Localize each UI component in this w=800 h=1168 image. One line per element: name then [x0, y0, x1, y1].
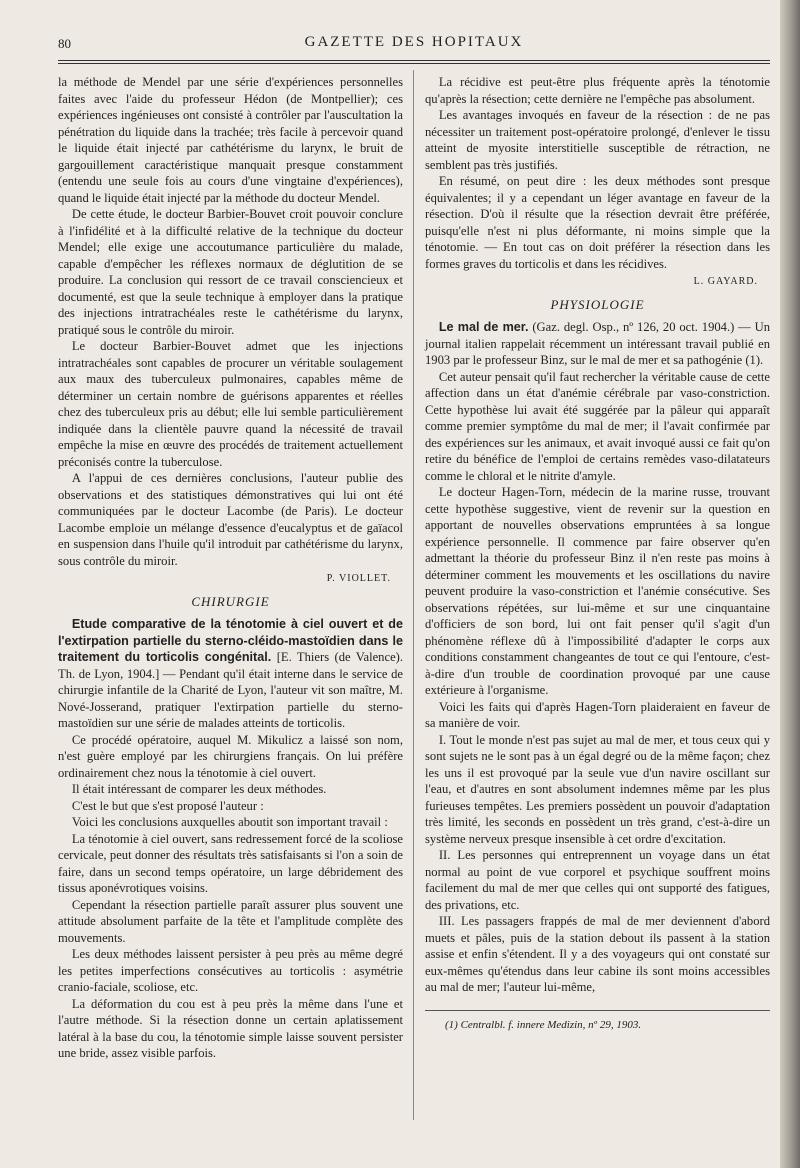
footnote: (1) Centralbl. f. innere Medizin, nº 29, 1903. — [445, 1018, 642, 1031]
footnote-rule — [425, 1010, 770, 1011]
paragraph: Voici les conclusions auxquelles aboutit son important travail : — [71, 815, 388, 829]
paragraph: Le docteur Barbier-Bouvet admet que les injections intratrachéales sont capables de procurer un véritable soulagement aux maux des tuberculeux pulmonaires, capables même de déterminer un certain nombre de guérisons apparentes et réelles chez des tuberculeux pris au début; elle lui semble particulièrement indiquée dans la clientèle pauvre quand la nécessité de travail empêche la mise en œuvre des procédés de traitement actuellement préconisés contre la tuberculose. — [58, 339, 403, 469]
paragraph: Cependant la résection partielle paraît assurer plus souvent une attitude absolument parfaite de la tête et l'amplitude complète des mouvements. — [58, 897, 403, 945]
column-divider — [413, 70, 414, 1120]
section-heading-physiologie: PHYSIOLOGIE — [550, 296, 645, 312]
section-heading-chirurgie: CHIRURGIE — [191, 593, 270, 609]
left-column — [58, 74, 403, 1062]
paragraph: Voici les faits qui d'après Hagen-Torn plaideraient en faveur de sa manière de voir. — [425, 699, 770, 730]
paragraph: I. Tout le monde n'est pas sujet au mal de mer, et tous ceux qui y sont sujets ne le sont pas à un égal degré ou de la même façon; chez les uns il est provoqué par la seule vue d'un navire oscillant sur l'eau, et d'autres en sont absolument indemnes même par les plus furieuses tempêtes. Les premiers possèdent un pouvoir d'adaptation très limité, les seconds en possèdent un très grand, c'est-à-dire un système nerveux presque insensible à cet ordre d'excitation. — [425, 732, 770, 846]
author-signature: L. GAYARD. — [693, 276, 758, 287]
running-title: GAZETTE DES HOPITAUX — [304, 34, 524, 50]
paragraph: III. Les passagers frappés de mal de mer deviennent d'abord muets et pâles, puis de la station debout ils passent à la station assise et enfin s'étendent. Il y a des voyageurs qui ont constaté sur eux-mêmes qu'étendus dans leur cabine ils sont moins accessibles au mal de mer; l'auteur lui-même, — [425, 914, 770, 994]
author-signature: P. VIOLLET. — [326, 573, 391, 584]
page-number: 80 — [58, 36, 71, 51]
paragraph: Les deux méthodes laissent persister à peu près au même degré les petites imperfections consécutives au torticolis : asymétrie cranio-faciale, scoliose, etc. — [58, 947, 403, 994]
paragraph: A l'appui de ces dernières conclusions, l'auteur publie des observations et des statistiques démonstratives qui lui ont été communiquées par le docteur Lacombe (de Paris). Le docteur Lacombe emploie un mélange d'essence d'eucalyptus et de gaïacol en suspension dans l'huile qu'il introduit par cathétérisme du larynx, sous contrôle du miroir. — [58, 471, 403, 568]
page-header — [58, 30, 770, 54]
article-paragraph — [58, 616, 403, 732]
article-reference: [E. Thiers (de Valence). Th. de Lyon, 1904.] — Pendant qu'il était interne dans le service de chirurgie infantile de la Charité de Lyon, l'auteur vit son maître, M. Nové-Josserand, pratiquer l'extirpation partielle du sterno-mastoïdien sur une série de malades atteints de torticolis. — [58, 650, 404, 730]
article-title: Le mal de mer. — [438, 320, 529, 334]
header-rule-double — [58, 63, 770, 64]
paragraph: La ténotomie à ciel ouvert, sans redressement forcé de la scoliose cervicale, peut donner des résultats très satisfaisants si l'on a soin de faire, dans un second temps opératoire, un large débridement des tissus aponévrotiques voisins. — [58, 831, 403, 895]
paragraph: La récidive est peut-être plus fréquente après la ténotomie qu'après la résection; cette dernière ne l'empêche pas absolument. — [425, 75, 770, 106]
paragraph: Ce procédé opératoire, auquel M. Mikulicz a laissé son nom, n'est guère employé par les chirurgiens français. On lui préfère ordinairement chez nous la ténotomie à ciel ouvert. — [58, 732, 403, 780]
paragraph: Le docteur Hagen-Torn, médecin de la marine russe, trouvant cette hypothèse suggestive, vient de revenir sur la question en apportant de nouvelles observations empruntées à sa longue expérience personnelle. Il commence par faire observer qu'en admettant la théorie du professeur Binz il n'en reste pas moins à déterminer comment les mouvements et les oscillations du navire peuvent produire la vaso-constriction et l'anémie consécutive. Ses observations répétées, sur lui-même et sur une cinquantaine d'officiers de son bord, lui ont fait penser qu'il s'agit d'un phénomène réflexe dû à l'impossibilité d'adapter le corps aux conditions constamment changeantes de tout ce qui l'entoure, c'est-à-dire d'un trouble de coordination provoqué par une cause extérieure à l'organisme. — [425, 485, 770, 697]
page-binding-edge — [780, 0, 800, 1168]
paragraph: La déformation du cou est à peu près la même dans l'une et l'autre méthode. Si la résection donne un certain aplatissement latéral à la base du cou, la ténotomie simple laisse souvent persister une bride, assez visible parfois. — [58, 996, 403, 1060]
paragraph: II. Les personnes qui entreprennent un voyage dans un état normal au point de vue corporel et psychique souffrent moins facilement du mal de mer que celles qui ont supporté des fatigues, des privations, etc. — [425, 848, 770, 912]
paragraph: De cette étude, le docteur Barbier-Bouvet croit pouvoir conclure à l'infidélité et à la difficulté relative de la technique du docteur Mendel; elle exige une accoutumance particulière du malade, capable d'empêcher les réflexes normaux de déglutition de se produire. La conclusion qui ressort de ce travail consciencieux et documenté, est que la seule technique à employer dans la pratique des injections intratrachéales reste le cathétérisme du larynx, pratiqué sous le contrôle du miroir. — [58, 207, 403, 337]
paragraph: la méthode de Mendel par une série d'expériences personnelles faites avec l'aide du professeur Hédon (de Montpellier); ces expériences ingénieuses ont consisté à contrôler par l'auscultation la pénétration du liquide dans la trachée; très facile à percevoir quand le liquide était injecté par cathétérisme du larynx, le bruit de gargouillement caractéristique manquait presque constamment (entendu une seule fois au cours d'une vingtaine d'expériences), quand le liquide était injecté par la méthode du docteur Mendel. — [58, 75, 403, 205]
paragraph: Cet auteur pensait qu'il faut rechercher la véritable cause de cette affection dans un état d'anémie cérébrale par vaso-constriction. Cette hypothèse lui avait été suggérée par la pâleur qui apparaît comme premier symptôme du mal de mer; il l'avait confirmée par des expériences sur les animaux, et avait invoqué aussi ce fait qu'on retire du bénéfice de l'emploi de certains remèdes vaso-dilatateurs comme le chloral et le nitrite d'amyle. — [425, 369, 770, 483]
header-rule — [58, 60, 770, 61]
paragraph: C'est le but que s'est proposé l'auteur : — [71, 798, 264, 813]
right-column — [425, 74, 770, 1033]
paragraph: Les avantages invoqués en faveur de la résection : de ne pas nécessiter un traitement post-opératoire prolongé, d'enlever le tissu atteint de myosite interstitielle susceptible de rétraction, ne semblent pas très justifiés. — [425, 108, 770, 172]
article-title: Etude comparative de la ténotomie à ciel ouvert et de l'extirpation partielle du sterno-cléido-mastoïdien dans le traitement du torticolis congénital. — [58, 617, 403, 664]
article-reference: (Gaz. degl. Osp., nº 126, 20 oct. 1904.) — Un journal italien rappelait récemment un intéressant travail publié en 1903 par le professeur Binz, sur le mal de mer et sa pathogénie (1). — [425, 320, 771, 367]
paragraph: Il était intéressant de comparer les deux méthodes. — [71, 782, 327, 796]
paragraph: En résumé, on peut dire : les deux méthodes sont presque équivalentes; il y a cependant un léger avantage en faveur de la résection. D'où il résulte que la résection devrait être préférée, puisqu'elle n'est ni plus déformante, ni moins simple que la ténotomie. — En tout cas on doit préférer la résection dans les formes graves du torticolis et dans les récidives. — [425, 174, 770, 271]
article-paragraph — [425, 319, 770, 369]
